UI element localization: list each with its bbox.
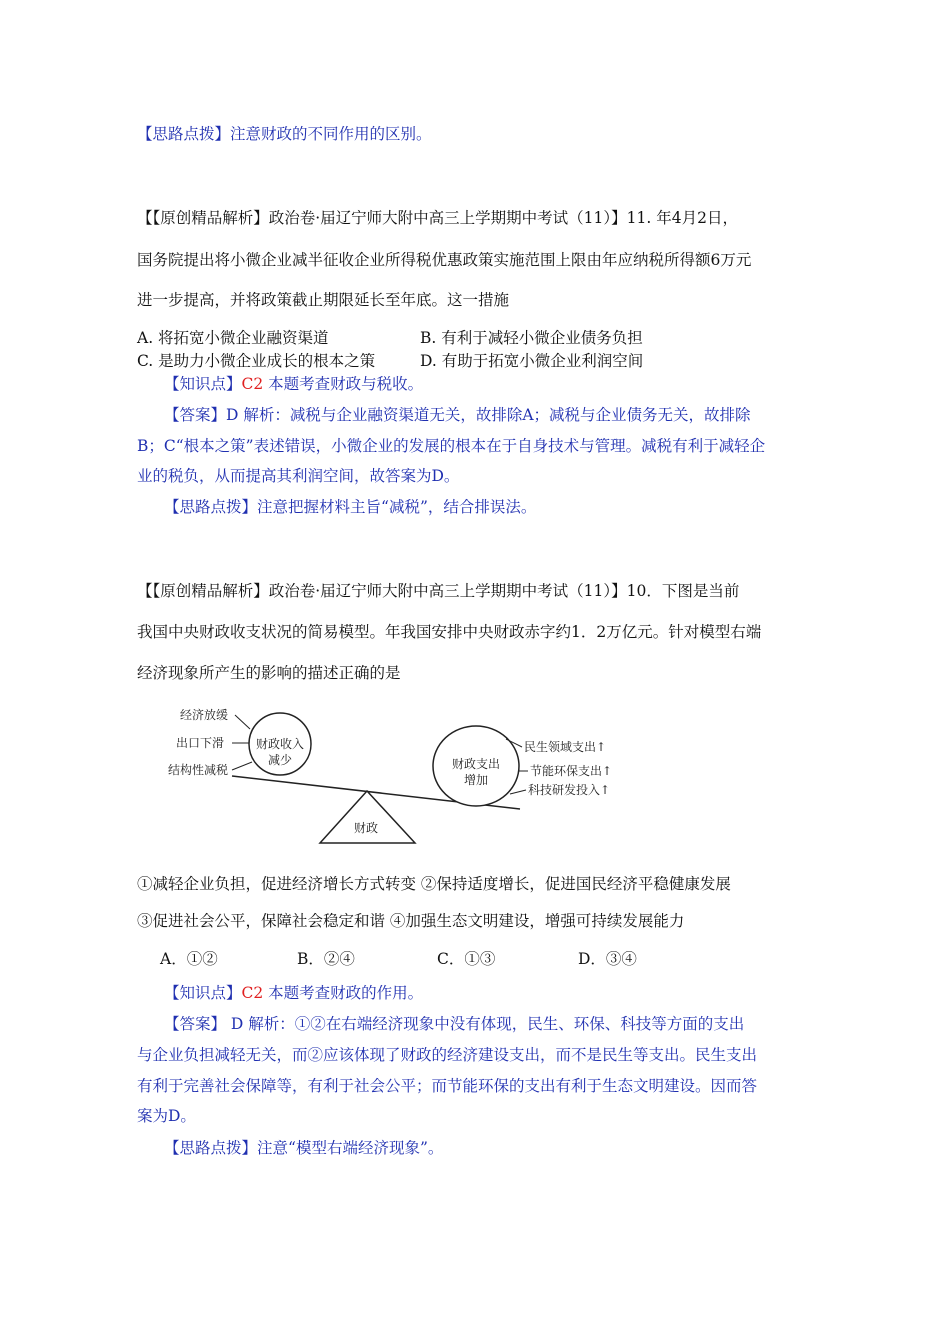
q10-tip-line xyxy=(164,1138,443,1158)
q11-stem-line-1: 【【原创精品解析】政治卷·届辽宁师大附中高三上学期期中考试（11）】11. 年4月2日， xyxy=(137,209,738,227)
q11-answer-line-3: 业的税负，从而提高其利润空间，故答案为D。 xyxy=(137,467,460,485)
tip-text: 注意把握材料主旨“减税”，结合排误法。 xyxy=(257,498,537,516)
tip-label: 【思路点拨】 xyxy=(137,125,231,143)
knowledge-label: 【知识点】 xyxy=(164,375,242,393)
q10-stem-line-2: 我国中央财政收支状况的简易模型。年我国安排中央财政赤字约1．2万亿元。针对模型右端 xyxy=(137,623,762,641)
right-circle-line-1: 财政支出 xyxy=(451,757,501,771)
fiscal-balance-diagram xyxy=(160,696,640,852)
tip-label: 【思路点拨】 xyxy=(164,498,258,516)
q11-answer-line-2: B；C“根本之策”表述错误，小微企业的发展的根本在于自身技术与管理。减税有利于减轻企 xyxy=(137,437,766,455)
right-label-2: 节能环保支出↑ xyxy=(530,764,613,778)
q10-choice-b: B．②④ xyxy=(297,950,355,968)
knowledge-text: 本题考查财政的作用。 xyxy=(263,984,424,1002)
fulcrum-label: 财政 xyxy=(353,821,379,835)
left-label-1: 经济放缓 xyxy=(180,708,229,722)
tip-text: 注意财政的不同作用的区别。 xyxy=(230,125,432,143)
right-label-1: 民生领域支出↑ xyxy=(524,740,607,754)
q11-answer-line-1: 【答案】D 解析：减税与企业融资渠道无关，故排除A；减税与企业债务无关，故排除 xyxy=(164,406,751,424)
q10-statements-line-1: ①减轻企业负担，促进经济增长方式转变 ②保持适度增长，促进国民经济平稳健康发展 xyxy=(137,875,731,893)
q11-option-b: B. 有利于减轻小微企业债务负担 xyxy=(420,329,643,347)
left-label-2: 出口下滑 xyxy=(176,736,225,750)
left-circle-line-1: 财政收入 xyxy=(255,737,305,751)
q10-stem-line-1: 【【原创精品解析】政治卷·届辽宁师大附中高三上学期期中考试（11）】10．下图是当前 xyxy=(137,582,740,600)
q11-option-d: D. 有助于拓宽小微企业利润空间 xyxy=(420,352,644,370)
q10-answer-line-1: 【答案】 D 解析：①②在右端经济现象中没有体现，民生、环保、科技等方面的支出 xyxy=(164,1015,745,1033)
q10-answer-line-3: 有利于完善社会保障等，有利于社会公平；而节能环保的支出有利于生态文明建设。因而答 xyxy=(137,1077,758,1095)
q11-option-a: A. 将拓宽小微企业融资渠道 xyxy=(137,329,329,347)
knowledge-code: C2 xyxy=(241,375,264,393)
tip-text: 注意“模型右端经济现象”。 xyxy=(257,1139,444,1157)
q10-answer-line-4: 案为D。 xyxy=(137,1107,196,1125)
q10-choice-c: C．①③ xyxy=(437,950,496,968)
q10-choice-a: A．①② xyxy=(160,950,218,968)
q11-stem-line-3: 进一步提高，并将政策截止期限延长至年底。这一措施 xyxy=(137,291,510,309)
knowledge-text: 本题考查财政与税收。 xyxy=(263,375,424,393)
q11-stem-line-2: 国务院提出将小微企业减半征收企业所得税优惠政策实施范围上限由年应纳税所得额6万元 xyxy=(137,251,752,269)
left-label-3: 结构性减税 xyxy=(168,763,229,777)
q10-choice-d: D．③④ xyxy=(578,950,637,968)
right-label-3: 科技研发投入↑ xyxy=(528,783,611,797)
q10-stem-line-3: 经济现象所产生的影响的描述正确的是 xyxy=(137,664,401,682)
knowledge-label: 【知识点】 xyxy=(164,984,242,1002)
left-circle-line-2: 减少 xyxy=(267,753,293,767)
q10-answer-line-2: 与企业负担减轻无关，而②应该体现了财政的经济建设支出，而不是民生等支出。民生支出 xyxy=(137,1046,758,1064)
q10-statements-line-2: ③促进社会公平，保障社会稳定和谐 ④加强生态文明建设，增强可持续发展能力 xyxy=(137,912,685,930)
tip-label: 【思路点拨】 xyxy=(164,1139,258,1157)
right-circle-line-2: 增加 xyxy=(463,773,489,787)
q11-knowledge-point xyxy=(164,374,423,394)
q11-tip-line xyxy=(164,497,536,517)
tip-line xyxy=(137,124,432,144)
q10-knowledge-point xyxy=(164,983,423,1003)
knowledge-code: C2 xyxy=(241,984,264,1002)
q11-option-c: C. 是助力小微企业成长的根本之策 xyxy=(137,352,376,370)
fulcrum-triangle xyxy=(320,791,415,843)
